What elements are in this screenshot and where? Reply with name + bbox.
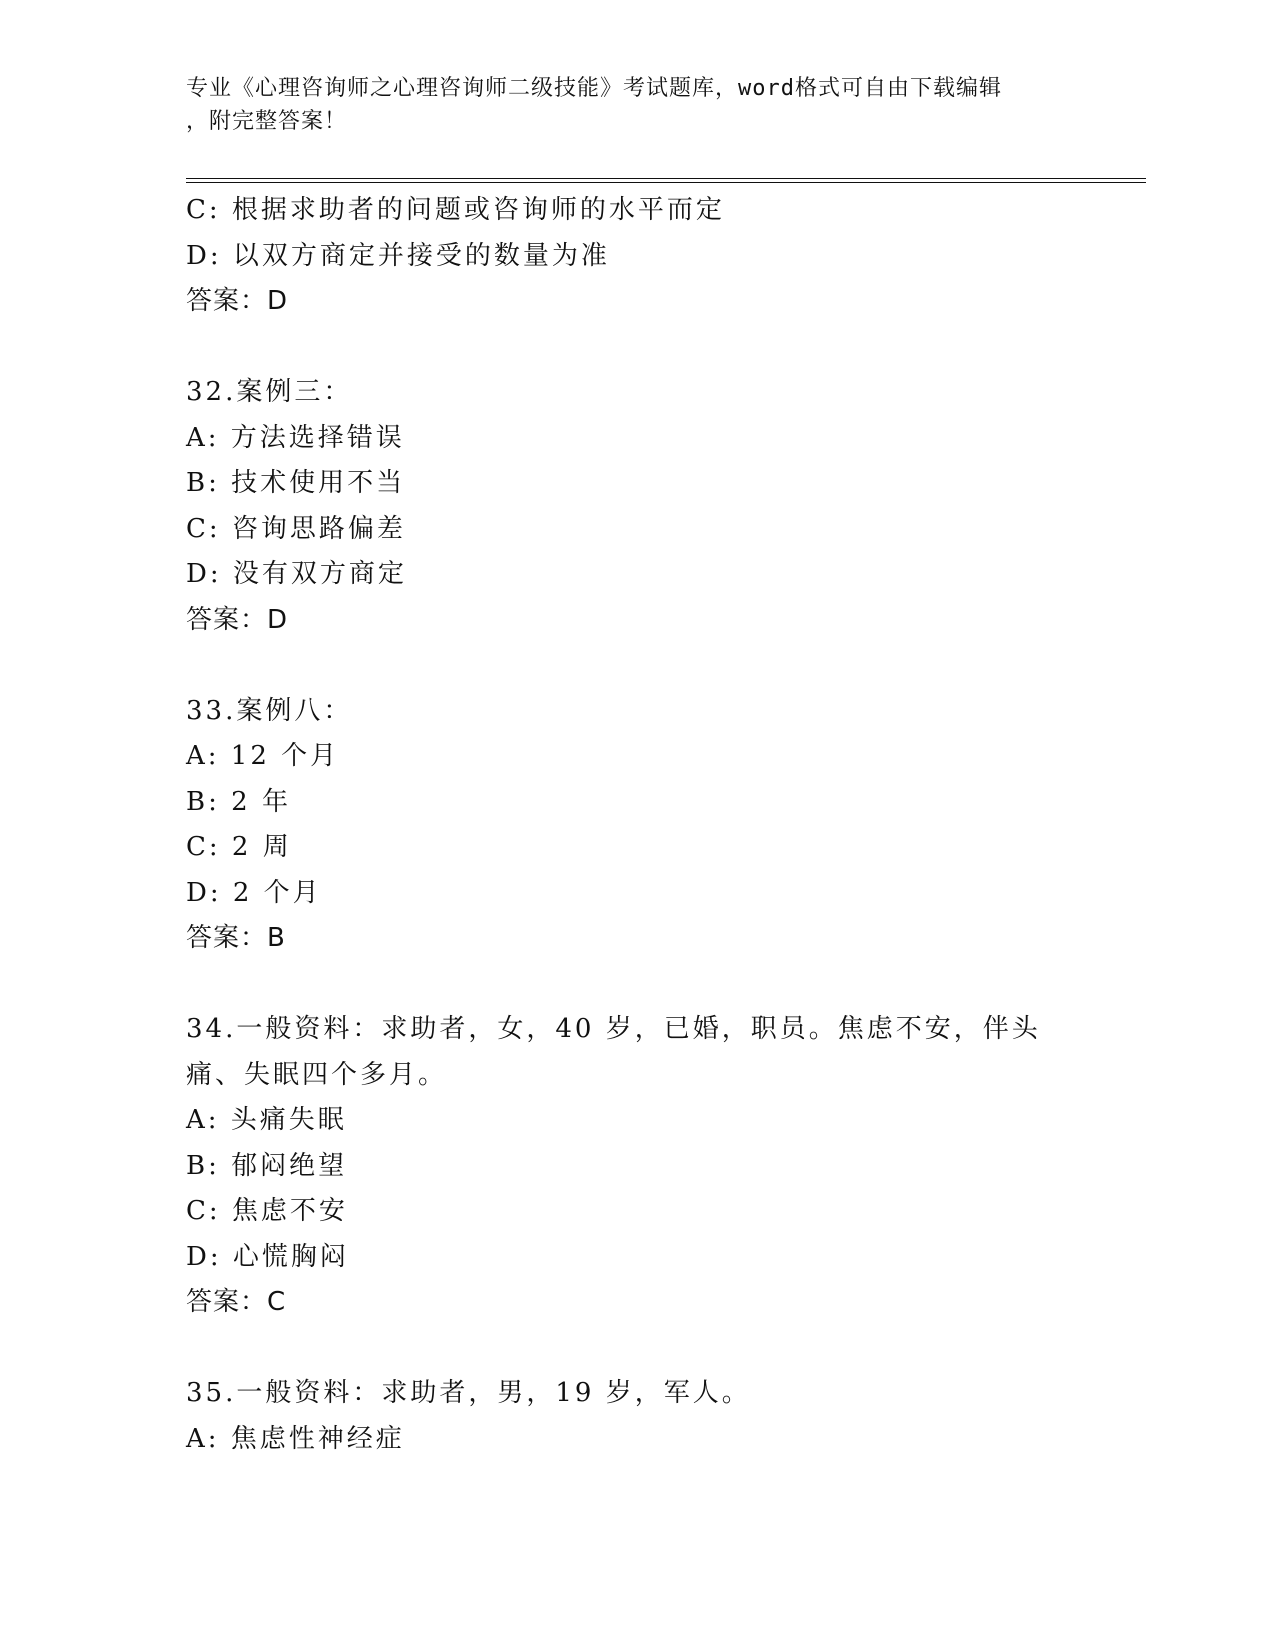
- option-c: C: 2 周: [186, 832, 292, 862]
- answer-line: 答案：C: [186, 1287, 287, 1317]
- option-c: C: 根据求助者的问题或咨询师的水平而定: [186, 195, 725, 225]
- question-33: [186, 689, 1086, 962]
- question-34: [186, 1007, 1086, 1326]
- answer-line: 答案：D: [186, 604, 289, 635]
- option-d: D: 没有双方商定: [186, 559, 407, 589]
- option-d: D: 2 个月: [186, 877, 322, 908]
- question-stem: 35.一般资料：求助者，男，19 岁，军人。: [186, 1378, 751, 1408]
- header-title-line1: 专业《心理咨询师之心理咨询师二级技能》考试题库，word格式可自由下载编辑: [186, 76, 1002, 101]
- spacer: [186, 643, 1086, 689]
- option-b: B: 技术使用不当: [186, 468, 406, 498]
- option-b: B: 郁闷绝望: [186, 1150, 348, 1181]
- spacer: [186, 1326, 1086, 1372]
- header-divider-bottom: [186, 182, 1146, 183]
- document-header: [186, 72, 1066, 138]
- question-stem: 34.一般资料：求助者，女，40 岁，已婚，职员。焦虑不安，伴头痛、失眠四个多月。: [186, 1014, 1041, 1090]
- option-c: C: 焦虑不安: [186, 1196, 348, 1226]
- option-c: C: 咨询思路偏差: [186, 513, 406, 544]
- question-31-partial: [186, 188, 1086, 325]
- option-a: A: 焦虑性神经症: [186, 1423, 405, 1454]
- header-title-line2: ，附完整答案！: [186, 109, 348, 134]
- spacer: [186, 962, 1086, 1008]
- question-35: [186, 1371, 1086, 1462]
- option-d: D: 以双方商定并接受的数量为准: [186, 240, 610, 271]
- question-32: [186, 370, 1086, 643]
- header-divider-top: [186, 178, 1146, 179]
- question-stem: 33.案例八：: [186, 695, 353, 726]
- option-d: D: 心慌胸闷: [186, 1241, 349, 1272]
- answer-line: 答案：B: [186, 923, 286, 953]
- question-stem: 32.案例三：: [186, 377, 353, 407]
- option-a: A: 方法选择错误: [186, 422, 405, 453]
- option-b: B: 2 年: [186, 786, 291, 817]
- option-a: A: 头痛失眠: [186, 1105, 347, 1135]
- question-list: [186, 188, 1086, 1462]
- spacer: [186, 325, 1086, 371]
- answer-line: 答案：D: [186, 286, 289, 316]
- option-a: A: 12 个月: [186, 741, 340, 771]
